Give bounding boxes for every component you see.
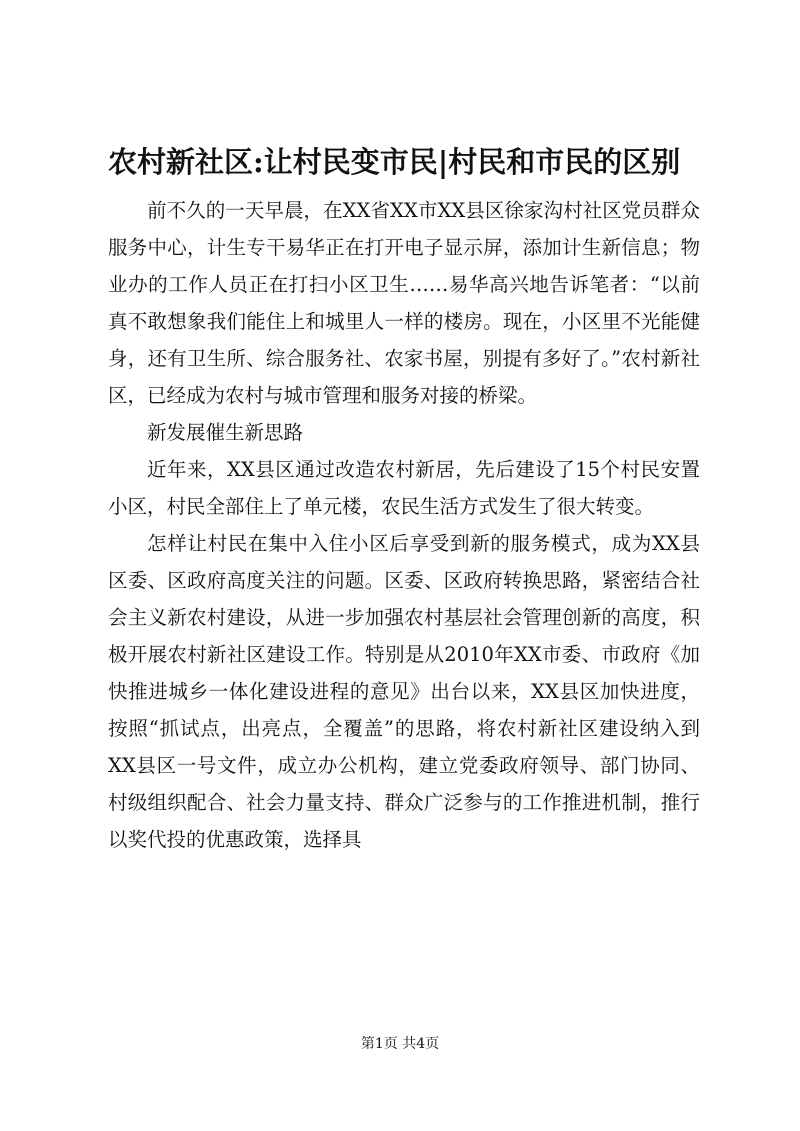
document-title: 农村新社区:让村民变市民|村民和市民的区别 xyxy=(108,145,681,179)
page-number-footer: 第1页 共4页 xyxy=(360,1036,440,1052)
document-body xyxy=(108,192,700,858)
paragraph-service-model: 怎样让村民在集中入住小区后享受到新的服务模式，成为XX县区委、区政府高度关注的问题。区委、区政府转换思路，紧密结合社会主义新农村建设，从进一步加强农村基层社会管理创新的高度，积极开展农村新社区建设工作。特别是从2010年XX市委、市政府《加快推进城乡一体化建设进程的意见》出台以来，XX县区加快进度，按照“抓试点，出亮点，全覆盖”的思路，将农村新社区建设纳入到XX县区一号文件，成立办公机构，建立党委政府领导、部门协同、村级组织配合、社会力量支持、群众广泛参与的工作推进机制，推行以奖代投的优惠政策，选择具 xyxy=(108,532,700,851)
paragraph-intro: 前不久的一天早晨，在XX省XX市XX县区徐家沟村社区党员群众服务中心，计生专干易华正在打开电子显示屏，添加计生新信息；物业办的工作人员正在打扫小区卫生……易华高兴地告诉笔者：“以前真不敢想象我们能住上和城里人一样的楼房。现在，小区里不光能健身，还有卫生所、综合服务社、农家书屋，别提有多好了。”农村新社区，已经成为农村与城市管理和服务对接的桥梁。 xyxy=(108,199,700,407)
paragraph-recent-years: 近年来，XX县区通过改造农村新居，先后建设了15个村民安置小区，村民全部住上了单元楼，农民生活方式发生了很大转变。 xyxy=(108,458,700,518)
section-heading: 新发展催生新思路 xyxy=(147,421,304,444)
